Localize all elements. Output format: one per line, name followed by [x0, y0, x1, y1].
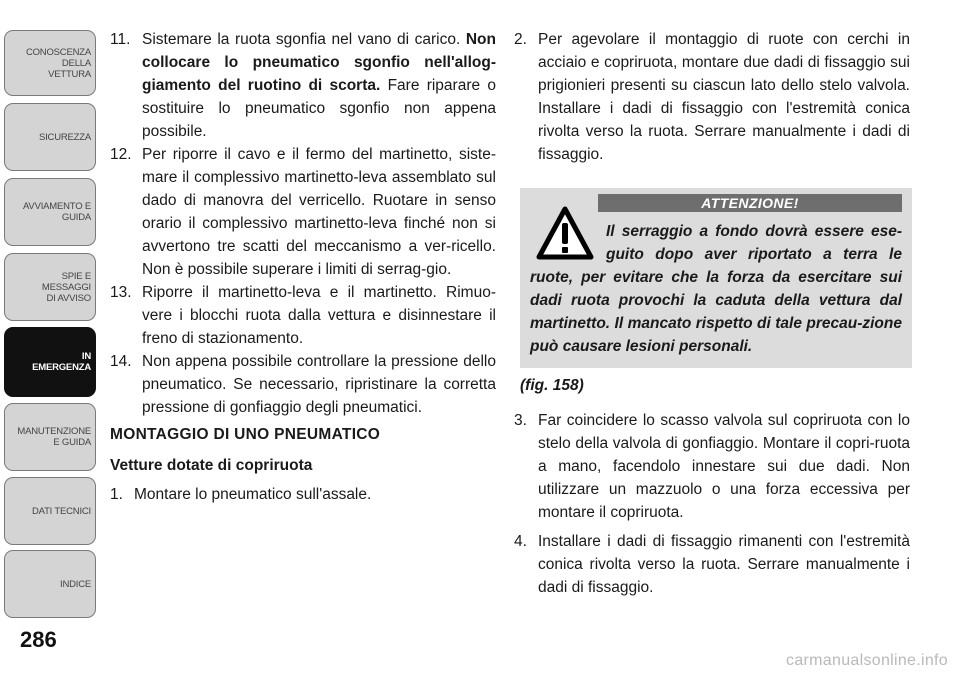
list-item [110, 350, 496, 419]
tab-avviamento-e-guida[interactable]: AVVIAMENTO E GUIDA [4, 178, 96, 246]
item-text: Riporre il martinetto-leva e il martinetto. Rimuo-vere i blocchi ruota dalla vettura e disinnestare il freno di stazionamento. [142, 284, 496, 347]
tab-manutenzione-e-guida[interactable]: MANUTENZIONE E GUIDA [4, 403, 96, 471]
item-text: Installare i dadi di fissaggio rimanenti con l'estremità conica rivolta verso la ruota. Serrare manualmente i dadi di fissaggio. [538, 533, 910, 596]
list-item [110, 483, 496, 506]
section-heading: MONTAGGIO DI UNO PNEUMATICO [110, 426, 381, 443]
warning-triangle-icon [536, 206, 594, 262]
item-text: Per riporre il cavo e il fermo del martinetto, siste-mare il complessivo martinetto-leva assemblato sul dado di manovra del verricello. Ruotare in senso orario il complessivo martinetto-leva finché non si avvertono tre scatti del meccanismo a ver-ricello. Non è possibile superare i limiti di serrag-gio. [142, 146, 496, 278]
list-item [110, 143, 496, 281]
watermark: carmanualsonline.info [786, 652, 948, 669]
item-number: 11. [110, 31, 131, 48]
item-number: 3. [514, 412, 527, 429]
warning-title: ATTENZIONE! [598, 194, 902, 212]
item-number: 12. [110, 146, 132, 163]
item-text: Far coincidere lo scasso valvola sul copriruota con lo stelo della valvola di gonfiaggio. Montare il copri-ruota a mano, facendolo innestare sui due dadi. Non utilizzare un mazzuolo o una forza eccessiva per montare il copriruota. [538, 412, 910, 521]
list-item [110, 281, 496, 350]
list-item [514, 530, 910, 599]
item-number: 14. [110, 353, 132, 370]
item-number: 13. [110, 284, 132, 301]
item-number: 2. [514, 31, 527, 48]
item-text: Per agevolare il montaggio di ruote con cerchi in acciaio e copriruota, montare due dadi di fissaggio sui prigionieri presenti su ciascun lato dello stelo valvola. Installare i dadi di fissaggio con l'estremità conica rivolta verso la ruota. Serrare manualmente i dadi di fissaggio. [538, 31, 910, 163]
list-item [514, 28, 910, 166]
figure-reference: (fig. 158) [520, 377, 584, 394]
item-text: Montare lo pneumatico sull'assale. [134, 486, 372, 503]
warning-box [520, 188, 912, 368]
item-number: 1. [110, 486, 123, 503]
tab-indice[interactable]: INDICE [4, 550, 96, 618]
warning-text: Il serraggio a fondo dovrà essere ese-guito dopo aver riportato a terra le ruote, per evitare che la forza da esercitare sui dadi ruota provochi la caduta della vettura dal martinetto. Il mancato rispetto di tale precau-zione può causare lesioni personali. [530, 223, 902, 355]
tab-in-emergenza[interactable]: IN EMERGENZA [4, 327, 96, 397]
item-text: Non appena possibile controllare la pressione dello pneumatico. Se necessario, ripristinare la corretta pressione di gonfiaggio degli pneumatici. [142, 353, 496, 416]
right-column [514, 28, 910, 599]
page-number: 286 [20, 627, 57, 652]
item-bold-text: Non collocare lo pneumatico sgonfio nell'allog-giamento del ruotino di scorta. [142, 31, 496, 94]
section-subheading: Vetture dotate di copriruota [110, 457, 313, 474]
list-item [514, 409, 910, 524]
tab-sicurezza[interactable]: SICUREZZA [4, 103, 96, 171]
tab-conoscenza-della-vettura[interactable]: CONOSCENZA DELLA VETTURA [4, 30, 96, 96]
item-number: 4. [514, 533, 527, 550]
tab-spie-e-messaggi[interactable]: SPIE E MESSAGGI DI AVVISO [4, 253, 96, 321]
list-item [110, 28, 496, 143]
item-text: Sistemare la ruota sgonfia nel vano di carico. Non collocare lo pneumatico sgonfio nell'allog-giamento del ruotino di scorta. Fare riparare o sostituire lo pneumatico sgonfio non appena possibile. [142, 31, 496, 140]
tab-dati-tecnici[interactable]: DATI TECNICI [4, 477, 96, 545]
left-column [110, 28, 496, 506]
